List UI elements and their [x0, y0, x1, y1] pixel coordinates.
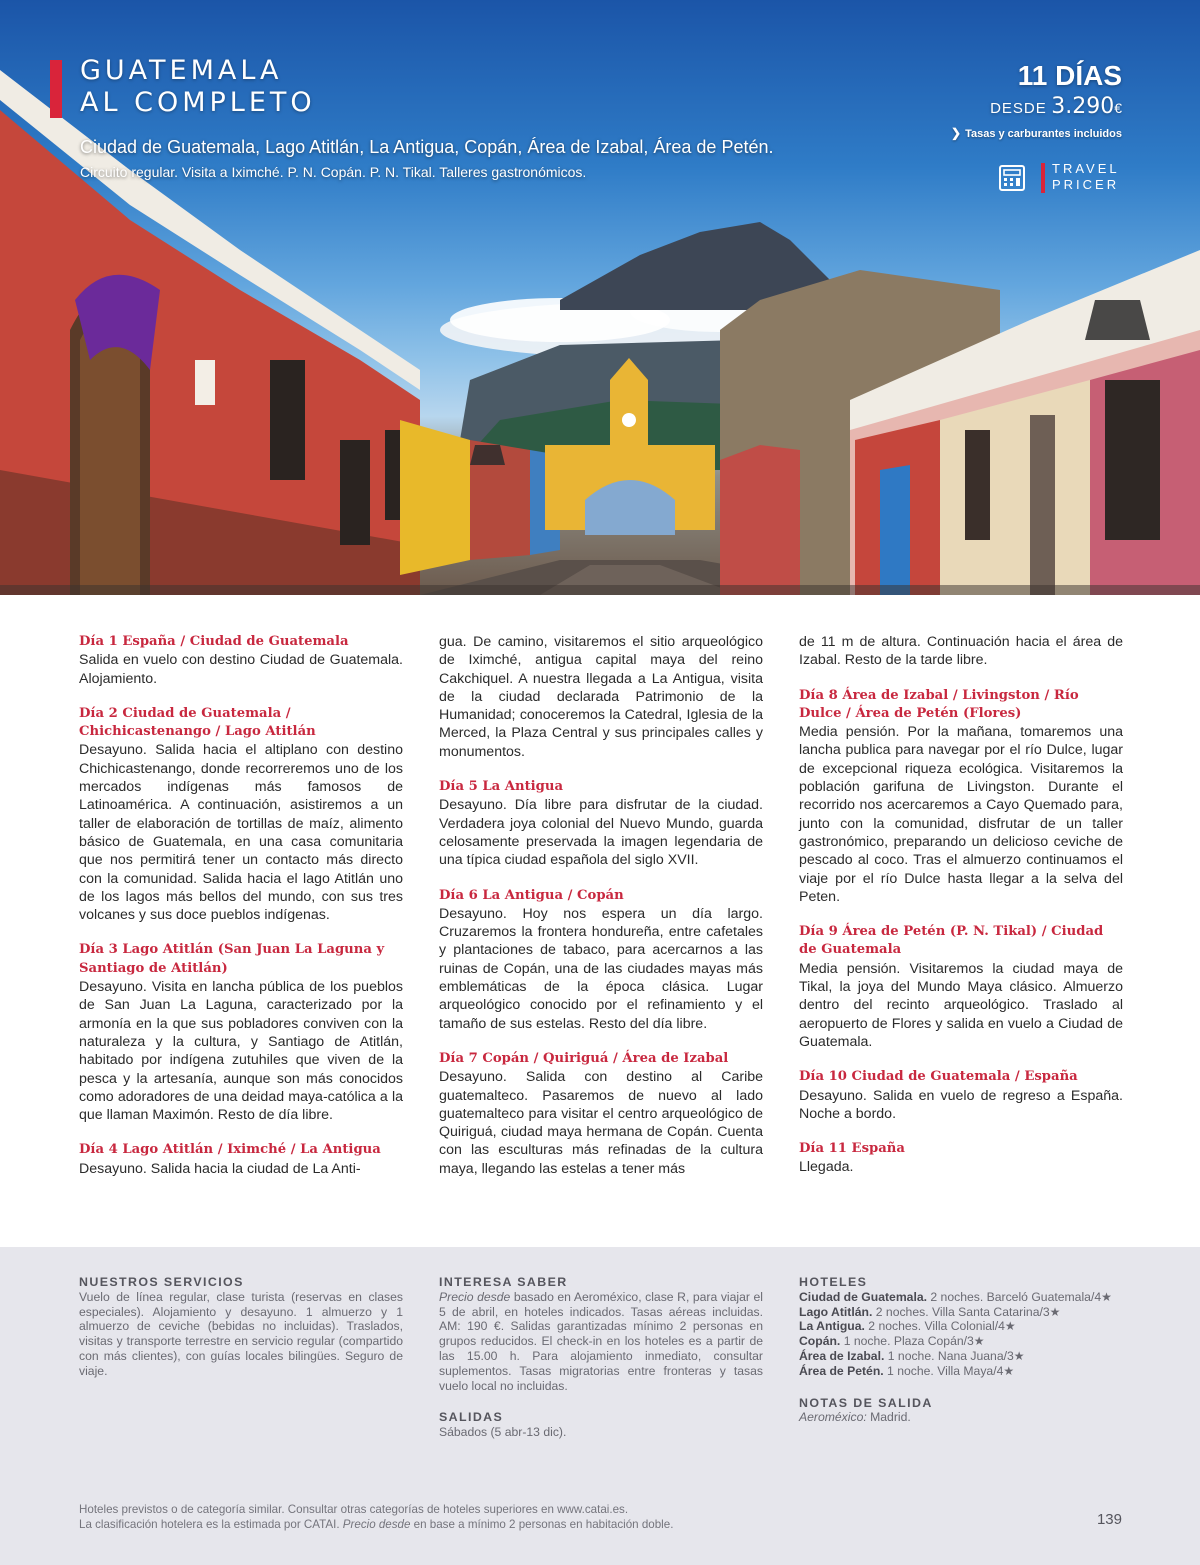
hotels-section [799, 1275, 1123, 1379]
itinerary-day-11 [799, 1140, 1123, 1177]
day-text: Desayuno. Salida con destino al Caribe guatemalteco. Pasaremos de nuevo al lado guatemalteco para visitar el centro arqueológico de Quiriguá, ciudad maya hermana de Copán. Cuenta con las esculturas más refinadas de la cultura maya, llegando las estelas a tener más [439, 1069, 763, 1177]
hotel-detail: 2 noches. Villa Santa Catarina/3★ [872, 1304, 1061, 1319]
hotel-item [799, 1349, 1123, 1364]
hotel-detail: 1 noche. Nana Juana/3★ [884, 1348, 1025, 1363]
day-heading: Día 1 España / Ciudad de Guatemala [79, 634, 349, 649]
day-heading: Día 11 España [799, 1141, 905, 1157]
salidas-heading: SALIDAS [439, 1410, 504, 1425]
day-text: Desayuno. Día libre para disfrutar de la ciudad. Verdadera joya colonial del Nuevo Mundo, guarda celosamente preservada la imagen legendaria de una típica ciudad española del siglo XVII. [439, 797, 763, 869]
page-number: 139 [1096, 1511, 1122, 1528]
hotel-detail: 2 noches. Barceló Guatemala/4★ [927, 1289, 1113, 1304]
day-text-continued: de 11 m de altura. Continuación hacia el área de Izabal. Resto de la tarde libre. [799, 634, 1123, 669]
hotel-place: Lago Atitlán. [799, 1304, 873, 1319]
hotel-place: La Antigua. [799, 1319, 865, 1334]
footer-line-2b: en base a mínimo 2 personas en habitación doble. [410, 1518, 674, 1531]
day-text: Desayuno. Salida hacia el altiplano con destino Chichicastenango, donde recorreremos uno de los mercados indígenas más famosos de Latinoamérica. A continuación, asistiremos a un taller de elaboración de tortillas de maíz, alimento básico de Guatemala, en una casa comunitaria que nos permitirá tener un contacto más directo con la comunidad. Salida hacia el lago Atitlán uno de los lagos más bellos del mundo, con sus tres volcanes y sus doce pueblos indígenas. [79, 742, 403, 924]
day-heading: Día 6 La Antigua / Copán [439, 887, 624, 903]
notes-text [799, 1410, 1123, 1425]
itinerary-day-2 [79, 705, 403, 925]
day-heading: Día 8 Área de Izabal / Livingston / Río Dulce / Área de Petén (Flores) [799, 687, 1079, 721]
travel-pricer-accent-bar [1041, 163, 1045, 193]
hotel-item [799, 1305, 1123, 1320]
day-text: Desayuno. Hoy nos espera un día largo. Cruzaremos la frontera hondureña, entre cafetales y plantaciones de tabaco, para acercarnos a las ruinas de Copán, una de las ciudades mayas más emblemáticas de la época clásica. Lugar arqueológico conocido por el refinamiento y el tamaño de sus estelas. Resto del día libre. [439, 905, 763, 1032]
day-heading: Día 9 Área de Petén (P. N. Tikal) / Ciudad de Guatemala [799, 924, 1104, 958]
hotel-place: Ciudad de Guatemala. [799, 1289, 927, 1304]
day-heading: Día 10 Ciudad de Guatemala / España [799, 1069, 1078, 1085]
travel-pricer-badge [1052, 161, 1120, 193]
notes-body: Madrid. [866, 1410, 911, 1425]
footer-line-2 [79, 1517, 673, 1532]
footer-line-1: Hoteles previstos o de categoría similar. Consultar otras categorías de hoteles superiores en www.catai.es. [79, 1503, 629, 1516]
hotel-item [799, 1364, 1123, 1379]
salidas-section [439, 1410, 763, 1440]
interesa-text [439, 1290, 763, 1394]
price-from [990, 94, 1122, 119]
services-heading: NUESTROS SERVICIOS [79, 1275, 244, 1289]
day-text: Media pensión. Por la mañana, tomaremos una lancha publica para navegar por el río Dulce, lugar de excepcional riqueza ecológica. Visitaremos la población garifuna de Livingston. Durante el recorrido nos acercaremos a Cayo Quemado para, junto con la comunidad, disfrutar de un taller gastronómico, preparando un delicioso ceviche de pescado al coco. Tras el almuerzo continuamos el viaje por el río Dulce hasta llegar a la selva del Peten. [799, 724, 1123, 905]
hero-image [0, 0, 1200, 595]
day-text: Salida en vuelo con destino Ciudad de Guatemala. Alojamiento. [79, 652, 403, 687]
title-line-1: GUATEMALA [80, 55, 283, 86]
day-heading: Día 4 Lago Atitlán / Iximché / La Antigua [79, 1142, 381, 1158]
hotel-place: Copán. [799, 1334, 841, 1349]
day-text: Media pensión. Visitaremos la ciudad maya de Tikal, la joya del Mundo Maya clásico. Almuerzo dentro del recinto arqueológico. Traslado al aeropuerto de Flores y salida en vuelo a Ciudad de Guatemala. [799, 960, 1123, 1050]
itinerary-day-5 [439, 778, 763, 869]
arrow-right-icon: ❯ [951, 126, 962, 140]
notes-heading: NOTAS DE SALIDA [799, 1395, 933, 1410]
hotel-place: Área de Petén. [799, 1363, 884, 1378]
hotel-item [799, 1319, 1123, 1334]
interesa-heading: INTERESA SABER [439, 1275, 568, 1289]
page-title [80, 55, 316, 119]
salidas-text: Sábados (5 abr-13 dic). [439, 1425, 567, 1440]
day-text: Llegada. [799, 1159, 854, 1176]
day-text: Desayuno. Visita en lancha pública de los pueblos de San Juan La Laguna, caracterizado por la armonía en la que sus pobladores conviven con la naturaleza y la cultura, y Santiago de Atitlán, habitado por indígena zutuhiles que viven de la pesca y la artesanía, aunque son más conocidos como adoradores de una deidad maya-católica a la que llaman Maximón. Resto de día libre. [79, 979, 403, 1124]
itinerary-day-4 [79, 1141, 403, 1178]
hotels-heading: HOTELES [799, 1275, 868, 1289]
itinerary-day-7 [439, 1050, 763, 1178]
itinerary-day-1 [79, 633, 403, 688]
travel-pricer-line-1: TRAVEL [1052, 161, 1120, 176]
day-heading: Día 2 Ciudad de Guatemala / Chichicastenango / Lago Atitlán [79, 705, 316, 740]
services-text: Vuelo de línea regular, clase turista (reservas en clases especiales). Alojamiento y desayuno. 1 almuerzo y 1 almuerzo de ceviche (bebidas no incluidas). Traslados, visitas y transporte terrestre en servicio regular (compartido con más clientes), con guías locales bilingües. Seguro de viaje. [79, 1289, 403, 1378]
day-heading: Día 3 Lago Atitlán (San Juan La Laguna y Santiago de Atitlán) [79, 942, 385, 976]
travel-pricer-line-2: PRICER [1052, 177, 1120, 192]
itinerary-day-9 [799, 923, 1123, 1051]
day-heading: Día 7 Copán / Quiriguá / Área de Izabal [439, 1050, 729, 1066]
notes-lead: Aeroméxico: [799, 1410, 867, 1425]
price-amount: 3.290 [1051, 94, 1115, 119]
footer-line-2-emphasis: Precio desde [342, 1518, 411, 1531]
hotel-detail: 1 noche. Villa Maya/4★ [883, 1363, 1015, 1378]
hotel-detail: 2 noches. Villa Colonial/4★ [864, 1319, 1016, 1334]
hotels-column [799, 1275, 1123, 1442]
hotel-place: Área de Izabal. [799, 1348, 885, 1363]
calculator-icon [999, 165, 1025, 191]
services-section [79, 1275, 403, 1379]
hotel-detail: 1 noche. Plaza Copán/3★ [840, 1334, 985, 1349]
taxes-included-note [951, 126, 1122, 140]
title-accent-bar [50, 60, 62, 118]
interesa-body: basado en Aeroméxico, clase R, para viajar el 5 de abril, en hoteles indicados. Tasas aéreas incluidas. AM: 190 €. Salidas garantizadas mínimo 2 personas en grupos reducidos. El check-in en los hoteles es a partir de las 15.00 h. Para alojamiento inmediato, consultar suplementos. Tasas migratorias entre fronteras y tasas vuelo local no incluidas. [439, 1289, 763, 1393]
itinerary-day-10 [799, 1068, 1123, 1123]
day-text: Desayuno. Salida hacia la ciudad de La Anti- [79, 1160, 361, 1177]
itinerary-column-1 [79, 633, 403, 1195]
trip-duration: 11 DÍAS [1017, 60, 1122, 91]
services-column [79, 1275, 403, 1396]
day-heading: Día 5 La Antigua [439, 779, 564, 795]
itinerary-column-3 [799, 633, 1123, 1194]
interesa-section [439, 1275, 763, 1393]
hotel-item [799, 1290, 1123, 1305]
taxes-included-text: Tasas y carburantes incluidos [965, 128, 1122, 140]
itinerary-day-8 [799, 687, 1123, 907]
price-currency: € [1114, 100, 1122, 116]
day-text: Desayuno. Salida en vuelo de regreso a España. Noche a bordo. [799, 1087, 1123, 1122]
day-text-continued: gua. De camino, visitaremos el sitio arqueológico de Iximché, antigua capital maya del reino Cakchiquel. A nuestra llegada a La Antigua, visita de la ciudad declarada Patrimonio de la Humanidad; conoceremos la Catedral, Iglesia de la Merced, la Plaza Central y sus principales calles y monumentos. [439, 634, 763, 760]
price-label: DESDE [990, 100, 1047, 117]
itinerary-day-6 [439, 887, 763, 1033]
hotel-item [799, 1334, 1123, 1349]
itinerary-column-2 [439, 633, 763, 1195]
highlights-subtitle: Circuito regular. Visita a Iximché. P. N. Copán. P. N. Tikal. Talleres gastronómicos. [80, 164, 587, 180]
info-column [439, 1275, 763, 1457]
interesa-lead: Precio desde [439, 1289, 511, 1304]
footer-line-2a: La clasificación hotelera es la estimada por CATAI. [79, 1518, 343, 1531]
notes-section [799, 1396, 1123, 1426]
footer-notes [79, 1502, 673, 1532]
destinations-subtitle: Ciudad de Guatemala, Lago Atitlán, La Antigua, Copán, Área de Izabal, Área de Petén. [80, 137, 774, 157]
title-line-2: AL COMPLETO [80, 87, 316, 118]
itinerary-day-3 [79, 941, 403, 1124]
